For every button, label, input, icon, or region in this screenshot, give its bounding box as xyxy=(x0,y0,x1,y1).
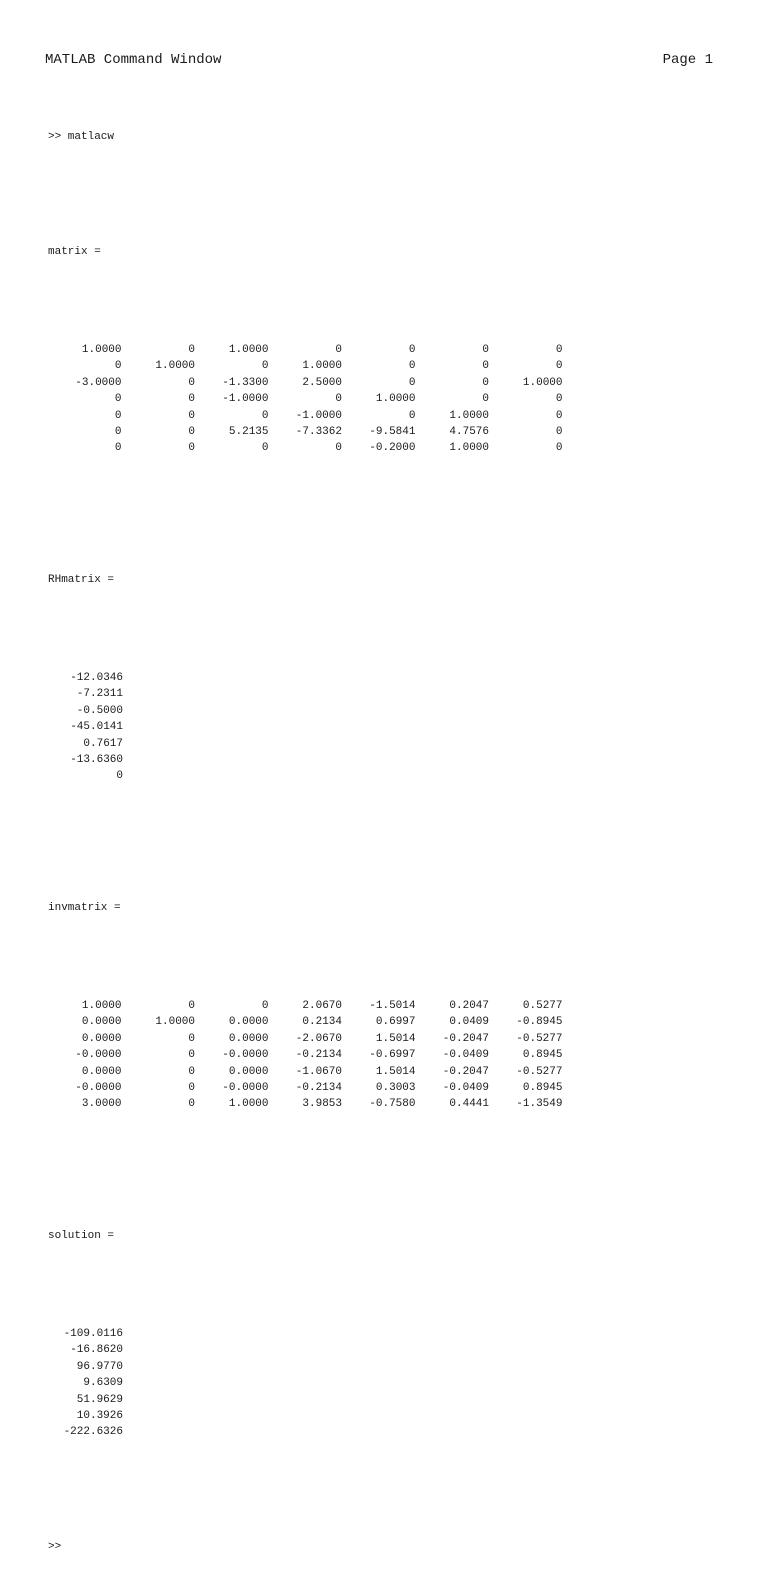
vector-cell: 96.9770 xyxy=(76,1360,123,1373)
vector-row xyxy=(48,1326,563,1342)
matrix-cell: 0 xyxy=(261,360,269,373)
vector-cell: -7.2311 xyxy=(76,688,123,701)
matrix-cell: 0.0000 xyxy=(228,1032,269,1045)
matrix-cell: 2.0670 xyxy=(302,999,342,1012)
matrix-cell: 0.8945 xyxy=(522,1081,563,1094)
matrix-cell: -1.0000 xyxy=(295,409,342,422)
matrix-cell: 0 xyxy=(114,393,122,406)
vector-row xyxy=(48,1342,563,1358)
matrix-cell: 0.6997 xyxy=(375,1016,416,1029)
matrix-cell: 0 xyxy=(408,376,416,389)
matrix-cell: 1.0000 xyxy=(228,344,269,357)
matrix-row xyxy=(48,1096,563,1112)
matrix-cell: 3.9853 xyxy=(302,1098,342,1111)
matrix-cell: -1.0670 xyxy=(295,1065,342,1078)
matrix-cell: 0 xyxy=(482,344,489,357)
matrix-cell: 0 xyxy=(188,1065,195,1078)
matrix-cell: 0 xyxy=(555,442,563,455)
vector-cell: -13.6360 xyxy=(70,753,123,766)
matrix-cell: 0 xyxy=(188,1032,195,1045)
matrix-cell: 0.0000 xyxy=(228,1016,269,1029)
matrix-cell: 0 xyxy=(261,999,269,1012)
matrix-cell: 0.0000 xyxy=(81,1032,122,1045)
matrix-cell: 0 xyxy=(482,376,489,389)
vector-row xyxy=(48,736,563,752)
matrix-row xyxy=(48,1047,563,1063)
vector-cell: -45.0141 xyxy=(70,721,123,734)
vector-cell: -109.0116 xyxy=(63,1327,123,1340)
vector-cell: 51.9629 xyxy=(76,1393,123,1406)
matrix-cell: -1.0000 xyxy=(222,393,269,406)
command-output xyxy=(48,96,563,1572)
matrix-cell: 0.0409 xyxy=(449,1016,489,1029)
matrix-cell: -0.0000 xyxy=(222,1049,269,1062)
matrix-cell: 0.4441 xyxy=(449,1098,489,1111)
matrix-cell: 0 xyxy=(188,1049,195,1062)
command-line: >> matlacw xyxy=(48,130,115,143)
matrix-cell: -0.2134 xyxy=(295,1081,342,1094)
matrix-row xyxy=(48,1014,563,1030)
matrix-cell: 1.0000 xyxy=(81,344,122,357)
matrix-cell: 0 xyxy=(408,344,416,357)
vector-cell: -0.5000 xyxy=(76,704,123,717)
matrix-cell: 0 xyxy=(335,442,342,455)
matrix-cell: 1.5014 xyxy=(375,1032,416,1045)
vector-cell: -222.6326 xyxy=(63,1426,123,1439)
matrix-cell: 0.0000 xyxy=(228,1065,269,1078)
vector-row xyxy=(48,1359,563,1375)
matrix-cell: 0 xyxy=(188,393,195,406)
matrix-cell: 0 xyxy=(188,999,195,1012)
matrix-cell: -0.5277 xyxy=(516,1032,563,1045)
vector-row xyxy=(48,768,563,784)
matrix-cell: -0.0409 xyxy=(442,1081,489,1094)
vector-row xyxy=(48,703,563,719)
matrix-cell: -2.0670 xyxy=(295,1032,342,1045)
matrix-cell: -7.3362 xyxy=(295,425,342,438)
matrix-cell: 1.0000 xyxy=(155,360,195,373)
matrix-cell: 1.5014 xyxy=(375,1065,416,1078)
matrix-cell: 4.7576 xyxy=(449,425,489,438)
matrix-row xyxy=(48,391,563,407)
matrix-cell: -0.0000 xyxy=(222,1081,269,1094)
page-number: Page 1 xyxy=(662,52,713,68)
matrix-row xyxy=(48,408,563,424)
vector-cell: -12.0346 xyxy=(70,672,123,684)
matrix-cell: 0 xyxy=(335,393,342,406)
vector-row xyxy=(48,719,563,735)
matrix-cell: 1.0000 xyxy=(228,1098,269,1111)
matrix-cell: -0.7580 xyxy=(369,1098,416,1111)
matrix-cell: 3.0000 xyxy=(81,1098,122,1111)
matrix-cell: -0.5277 xyxy=(516,1065,563,1078)
matrix-cell: -9.5841 xyxy=(369,425,416,438)
matrix-cell: 0.3003 xyxy=(375,1081,416,1094)
matrix-cell: 0 xyxy=(482,393,489,406)
invmatrix-table xyxy=(48,998,563,1113)
matrix-row xyxy=(48,1080,563,1096)
vector-row xyxy=(48,670,563,686)
vector-row xyxy=(48,686,563,702)
matrix-cell: 1.0000 xyxy=(375,393,416,406)
matrix-cell: 0 xyxy=(188,1081,195,1094)
matrix-row xyxy=(48,1031,563,1047)
matrix-cell: -0.2000 xyxy=(369,442,416,455)
matrix-table xyxy=(48,342,563,457)
matrix-cell: 0 xyxy=(114,360,122,373)
matrix-cell: -3.0000 xyxy=(75,376,122,389)
matrix-cell: 0 xyxy=(408,360,416,373)
matrix-row xyxy=(48,1064,563,1080)
matrix-cell: 0.0000 xyxy=(81,1016,122,1029)
matrix-cell: 1.0000 xyxy=(81,999,122,1012)
solution-vector xyxy=(48,1326,563,1441)
matrix-cell: 0.2047 xyxy=(449,999,489,1012)
matrix-row xyxy=(48,358,563,374)
matrix-cell: 0 xyxy=(261,409,269,422)
matrix-cell: 0 xyxy=(188,344,195,357)
vector-cell: 0 xyxy=(116,770,123,783)
matrix-cell: -0.6997 xyxy=(369,1049,416,1062)
vector-cell: 0.7617 xyxy=(83,737,123,750)
matrix-cell: 0 xyxy=(482,360,489,373)
matrix-cell: -1.3300 xyxy=(222,376,269,389)
matrix-cell: -0.8945 xyxy=(516,1016,563,1029)
matrix-cell: -0.2047 xyxy=(442,1032,489,1045)
matrix-cell: 0 xyxy=(188,376,195,389)
invmatrix-label: invmatrix = xyxy=(48,901,121,914)
matrix-cell: 0 xyxy=(408,409,416,422)
matrix-cell: -0.2047 xyxy=(442,1065,489,1078)
vector-cell: -16.8620 xyxy=(70,1344,123,1357)
matrix-cell: -0.2134 xyxy=(295,1049,342,1062)
matrix-cell: -0.0409 xyxy=(442,1049,489,1062)
vector-cell: 9.6309 xyxy=(83,1377,123,1390)
matrix-cell: 0 xyxy=(555,360,563,373)
vector-row xyxy=(48,1424,563,1440)
matrix-cell: 5.2135 xyxy=(228,425,269,438)
matrix-row xyxy=(48,342,563,358)
matrix-cell: 0 xyxy=(555,409,563,422)
matrix-row xyxy=(48,375,563,391)
matrix-cell: 0.8945 xyxy=(522,1049,563,1062)
vector-row xyxy=(48,1392,563,1408)
matrix-cell: 0 xyxy=(335,344,342,357)
window-title: MATLAB Command Window xyxy=(45,52,222,68)
matrix-cell: 0 xyxy=(188,442,195,455)
matrix-cell: -0.0000 xyxy=(75,1081,122,1094)
matrix-cell: 1.0000 xyxy=(302,360,342,373)
rhmatrix-label: RHmatrix = xyxy=(48,573,115,586)
matrix-cell: 0 xyxy=(114,409,122,422)
vector-row xyxy=(48,1375,563,1391)
matrix-cell: 1.0000 xyxy=(522,376,563,389)
matrix-label: matrix = xyxy=(48,245,101,258)
rhmatrix-vector xyxy=(48,670,563,785)
matrix-cell: -1.3549 xyxy=(516,1098,563,1111)
matrix-cell: 1.0000 xyxy=(155,1016,195,1029)
vector-row xyxy=(48,752,563,768)
matrix-row xyxy=(48,440,563,456)
matrix-cell: 0 xyxy=(114,442,122,455)
matrix-cell: 0 xyxy=(555,393,563,406)
matrix-cell: 2.5000 xyxy=(302,376,342,389)
command-prompt[interactable]: >> xyxy=(48,1541,62,1554)
matrix-cell: 0.2134 xyxy=(302,1016,342,1029)
matrix-cell: -1.5014 xyxy=(369,999,416,1012)
matrix-row xyxy=(48,998,563,1014)
matrix-cell: 1.0000 xyxy=(449,442,489,455)
matrix-cell: 0 xyxy=(114,425,122,438)
matrix-cell: 0 xyxy=(188,425,195,438)
page-header xyxy=(45,50,713,70)
vector-row xyxy=(48,1408,563,1424)
matrix-cell: 0 xyxy=(261,442,269,455)
matrix-cell: 0 xyxy=(188,409,195,422)
matrix-row xyxy=(48,424,563,440)
matrix-cell: 0 xyxy=(555,425,563,438)
matrix-cell: 0.0000 xyxy=(81,1065,122,1078)
matrix-cell: 0.5277 xyxy=(522,999,563,1012)
matrix-cell: 0 xyxy=(555,344,563,357)
vector-cell: 10.3926 xyxy=(76,1409,123,1422)
matrix-cell: 1.0000 xyxy=(449,409,489,422)
matrix-cell: -0.0000 xyxy=(75,1049,122,1062)
solution-label: solution = xyxy=(48,1229,115,1242)
matrix-cell: 0 xyxy=(188,1098,195,1111)
